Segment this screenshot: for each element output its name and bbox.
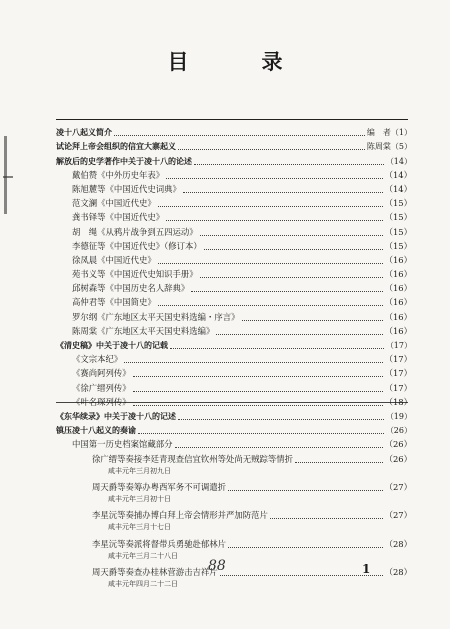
dot-leader [183, 192, 383, 193]
dot-leader [178, 419, 384, 420]
dot-leader [166, 220, 382, 221]
entry-title: 《清史稿》中关于凌十八的记载 [56, 341, 168, 350]
entry-title: 陈周棠《广东地区太平天国史料选编》 [72, 325, 215, 336]
entry-title: 苑书义等《中国近代史知识手册》 [72, 269, 198, 280]
entry-title: 李星沅等奏捕办博白拜上帝会情形并严加防范片 [92, 510, 268, 521]
entry-title: 《徐广缙列传》 [72, 382, 131, 393]
entry-page-ref: （16） [384, 269, 412, 280]
dot-leader [170, 348, 384, 349]
handwritten-page-mark: 88 [208, 558, 226, 574]
dot-leader [270, 518, 383, 519]
entry-page-ref: （16） [384, 297, 412, 308]
entry-page-ref: （17） [385, 341, 412, 350]
entry-page-ref: （15） [384, 240, 412, 251]
toc-entry[interactable] [56, 223, 412, 237]
toc-entry[interactable] [56, 280, 412, 294]
entry-date: 咸丰元年三月初十日 [108, 494, 171, 503]
dot-leader [194, 164, 384, 165]
entry-title: 邱树森等《中国历史名人辞典》 [72, 283, 190, 294]
toc-section-entry[interactable] [56, 408, 412, 422]
entry-page-ref: （19） [385, 411, 412, 421]
entry-title: 解放后的史学著作中关于凌十八的论述 [56, 156, 192, 166]
dot-leader [158, 305, 383, 306]
dot-leader [158, 206, 383, 207]
dot-leader [175, 447, 383, 448]
toc-entry[interactable] [56, 479, 412, 493]
dot-leader [133, 391, 383, 392]
toc-entry[interactable] [56, 351, 412, 365]
toc-entry[interactable] [56, 209, 412, 223]
toc-section-entry[interactable] [56, 337, 412, 351]
entry-page-ref: （17） [384, 368, 412, 379]
entry-date: 咸丰元年三月二十八日 [108, 551, 178, 560]
entry-title: 《赛尚阿列传》 [72, 368, 131, 379]
entry-page-ref: （18） [384, 396, 412, 407]
entry-title: 《叶名琛列传》 [72, 396, 131, 407]
entry-date: 咸丰元年四月二十二日 [108, 580, 178, 588]
entry-page-ref: （26） [384, 453, 412, 464]
dot-leader [228, 490, 383, 491]
toc-entry[interactable] [56, 507, 412, 521]
entry-title: 龚书铎等《中国近代史》 [72, 212, 165, 223]
entry-title: 《文宗本纪》 [72, 354, 123, 365]
entry-title: 周天爵等奏筹办粤西军务不可调遣折 [92, 481, 226, 492]
entry-page-ref: （26） [384, 439, 412, 450]
entry-page-ref: （14） [384, 169, 412, 180]
toc-entry[interactable] [56, 195, 412, 209]
toc-entry[interactable] [56, 365, 412, 379]
entry-page-ref: （26） [385, 426, 412, 436]
entry-title: 镇压凌十八起义的奏谕 [56, 426, 136, 436]
toc-entry[interactable] [56, 535, 412, 549]
dot-leader [138, 433, 384, 434]
entry-title: 李星沅等奏派将督带兵勇驰赴郁林片 [92, 538, 226, 549]
entry-page-ref: （14） [385, 156, 412, 166]
dot-leader [133, 405, 383, 406]
entry-title: 凌十八起义简介 [56, 128, 112, 138]
toc-entry[interactable] [56, 238, 412, 252]
toc-section-entry[interactable] [56, 138, 412, 152]
page-number: 1 [362, 562, 371, 576]
toc-entry[interactable] [56, 266, 412, 280]
entry-page-ref: （15） [384, 226, 412, 237]
dot-leader [114, 135, 365, 136]
dot-leader [204, 249, 383, 250]
entry-title: 范文澜《中国近代史》 [72, 198, 156, 209]
table-of-contents [56, 124, 412, 592]
entry-title: 高仲君等《中国简史》 [72, 297, 156, 308]
dot-leader [158, 263, 383, 264]
entry-title: 李德征等《中国近代史》（修订本） [72, 240, 202, 251]
toc-entry[interactable] [56, 252, 412, 266]
binding-mark [4, 136, 7, 214]
toc-entry[interactable] [56, 167, 412, 181]
toc-entry[interactable] [56, 294, 412, 308]
toc-entry[interactable] [56, 450, 412, 464]
entry-date: 咸丰元年三月初九日 [108, 466, 171, 475]
toc-entry[interactable] [56, 394, 412, 408]
entry-title: 徐广缙等奏接李廷青现查信宜钦州等处尚无贼踪等情折 [92, 453, 293, 464]
dot-leader [200, 235, 383, 236]
entry-title: 中国第一历史档案馆藏部分 [72, 439, 173, 450]
dot-leader [220, 575, 383, 576]
page-title: 目 录 [167, 50, 309, 74]
entry-page-ref: （28） [384, 538, 412, 549]
entry-title: 胡 绳《从鸦片战争到五四运动》 [72, 226, 198, 237]
dot-leader [242, 320, 383, 321]
toc-entry[interactable] [56, 379, 412, 393]
dot-leader [166, 178, 382, 179]
toc-section-entry[interactable] [56, 124, 412, 138]
toc-section-entry[interactable] [56, 422, 412, 436]
entry-page-ref: （28） [384, 567, 412, 577]
dot-leader [191, 291, 382, 292]
entry-page-ref: （16） [384, 254, 412, 265]
entry-page-ref: （17） [384, 382, 412, 393]
entry-page-ref: （17） [384, 354, 412, 365]
toc-entry[interactable] [56, 564, 412, 578]
toc-entry[interactable] [56, 323, 412, 337]
entry-title: 徐凤晨《中国近代史》 [72, 254, 156, 265]
toc-entry[interactable] [56, 181, 412, 195]
entry-title: 罗尔纲《广东地区太平天国史料选编・序言》 [72, 311, 240, 322]
entry-page-ref: （15） [384, 212, 412, 223]
entry-page-ref: （16） [384, 311, 412, 322]
entry-page-ref: （27） [384, 481, 412, 492]
entry-page-ref: （14） [384, 183, 412, 194]
toc-section-entry[interactable] [56, 152, 412, 166]
toc-entry[interactable] [56, 308, 412, 322]
dot-leader [216, 334, 382, 335]
binding-tick [3, 176, 13, 178]
dot-leader [295, 462, 383, 463]
entry-page-ref: （16） [384, 325, 412, 336]
entry-title: 戴伯赞《中外历史年表》 [72, 169, 165, 180]
entry-page-ref: 编 者（1） [366, 128, 412, 138]
toc-entry[interactable] [56, 436, 412, 450]
entry-title: 陈旭麓等《中国近代史词典》 [72, 183, 181, 194]
dot-leader [133, 376, 383, 377]
dot-leader [200, 277, 383, 278]
entry-date: 咸丰元年三月十七日 [108, 523, 171, 532]
entry-page-ref: 陈周棠（5） [366, 142, 412, 152]
top-rule [56, 119, 408, 120]
entry-page-ref: （15） [384, 198, 412, 209]
dot-leader [124, 362, 382, 363]
entry-page-ref: （16） [384, 283, 412, 294]
entry-title: 周天爵等奏查办桂林营游击吉祥片 [92, 567, 218, 577]
entry-page-ref: （27） [384, 510, 412, 521]
dot-leader [228, 547, 383, 548]
entry-title: 试论拜上帝会组织的信宜大寨起义 [56, 142, 176, 152]
entry-title: 《东华续录》中关于凌十八的记述 [56, 411, 176, 421]
dot-leader [178, 149, 365, 150]
